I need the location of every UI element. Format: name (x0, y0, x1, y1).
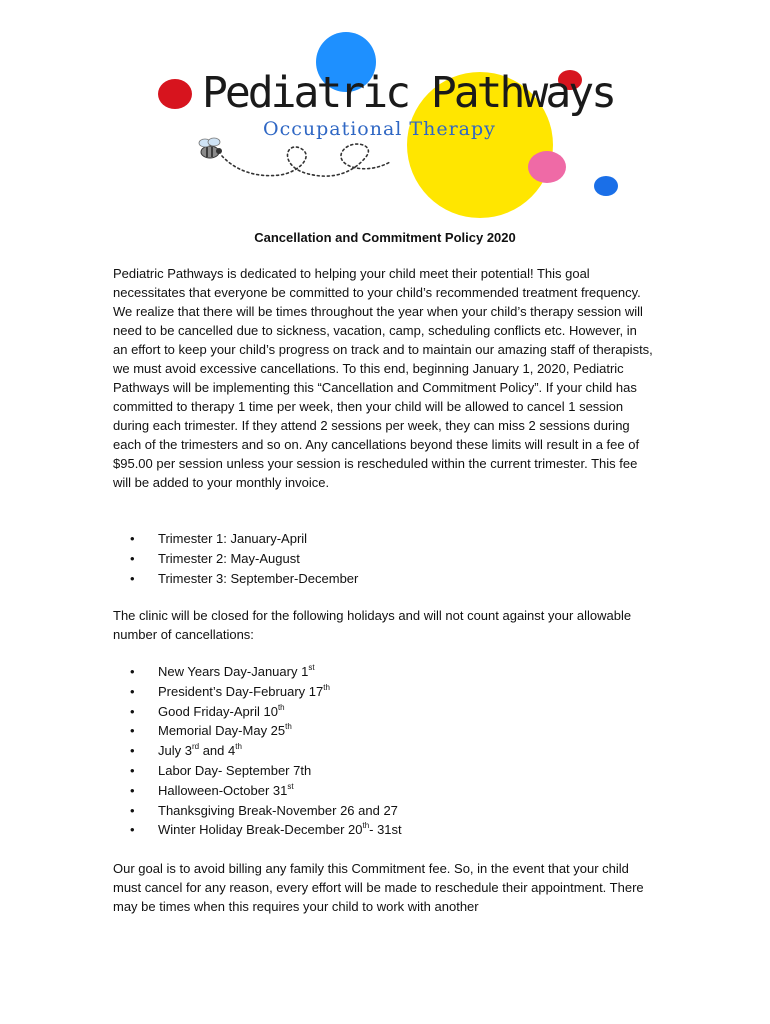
logo-small-blue-circle (594, 176, 618, 196)
list-item: • Trimester 3: September-December (113, 569, 653, 589)
bee-icon (199, 138, 222, 158)
bullet-icon: • (130, 782, 135, 798)
pediatric-pathways-logo (150, 30, 630, 220)
list-item: • Trimester 2: May-August (113, 549, 653, 569)
bullet-icon: • (130, 683, 135, 699)
bee-flight-path (222, 144, 390, 176)
list-item: • President’s Day-February 17th (113, 682, 653, 702)
bullet-icon: • (130, 703, 135, 719)
trimester-list (113, 529, 653, 588)
bullet-icon: • (130, 822, 135, 838)
closing-paragraph: Our goal is to avoid billing any family this Commitment fee. So, in the event that your child must cancel for any reason, every effort will be made to reschedule their appointment. There may be times when this requires your child to work with another (113, 861, 644, 914)
bullet-icon: • (130, 531, 135, 546)
list-item: • Trimester 1: January-April (113, 529, 653, 549)
list-item: • July 3rd and 4th (113, 741, 653, 761)
bullet-icon: • (130, 762, 135, 778)
list-item: • Thanksgiving Break-November 26 and 27 (113, 801, 653, 821)
logo-pink-circle (528, 151, 566, 183)
list-item: • Winter Holiday Break-December 20th- 31st (113, 820, 653, 840)
logo-title: Pediatric Pathways (202, 68, 614, 118)
list-item: • Good Friday-April 10th (113, 702, 653, 722)
bullet-icon: • (130, 550, 135, 566)
logo-subtitle: Occupational Therapy (263, 118, 496, 140)
list-item: • New Years Day-January 1st (113, 662, 653, 682)
list-item: • Memorial Day-May 25th (113, 721, 653, 741)
list-item: • Halloween-October 31st (113, 781, 653, 801)
bullet-icon: • (130, 664, 135, 679)
holiday-list (113, 662, 653, 840)
bullet-icon: • (130, 802, 135, 818)
holidays-intro-paragraph: The clinic will be closed for the following holidays and will not count against your allowable number of cancellations: (113, 608, 632, 642)
logo-red-circle-left (158, 79, 192, 109)
intro-paragraph: Pediatric Pathways is dedicated to helping your child meet their potential! This goal necessitates that everyone be committed to your child’s recommended treatment frequency. We realize that there will be times throughout the year when your child’s therapy session will need to be cancelled due to sickness, vacation, camp, scheduling conflicts etc. However, in an effort to keep your child’s progress on track and to maintain our amazing staff of therapists, we must avoid excessive cancellations. To this end, beginning January 1, 2020, Pediatric Pathways will be implementing this “Cancellation and Commitment Policy”. If your child has committed to therapy 1 time per week, then your child will be allowed to cancel 1 session during each trimester. If they attend 2 sessions per week, they can miss 2 sessions during each of the trimesters and so on. Any cancellations beyond these limits will result in a fee of $95.00 per session unless your session is rescheduled within the current trimester. This fee will be added to your monthly invoice. (113, 266, 653, 490)
document-title: Cancellation and Commitment Policy 2020 (254, 230, 516, 245)
list-item: • Labor Day- September 7th (113, 761, 653, 781)
bullet-icon: • (130, 723, 135, 739)
bullet-icon: • (130, 743, 135, 759)
bullet-icon: • (130, 570, 135, 586)
